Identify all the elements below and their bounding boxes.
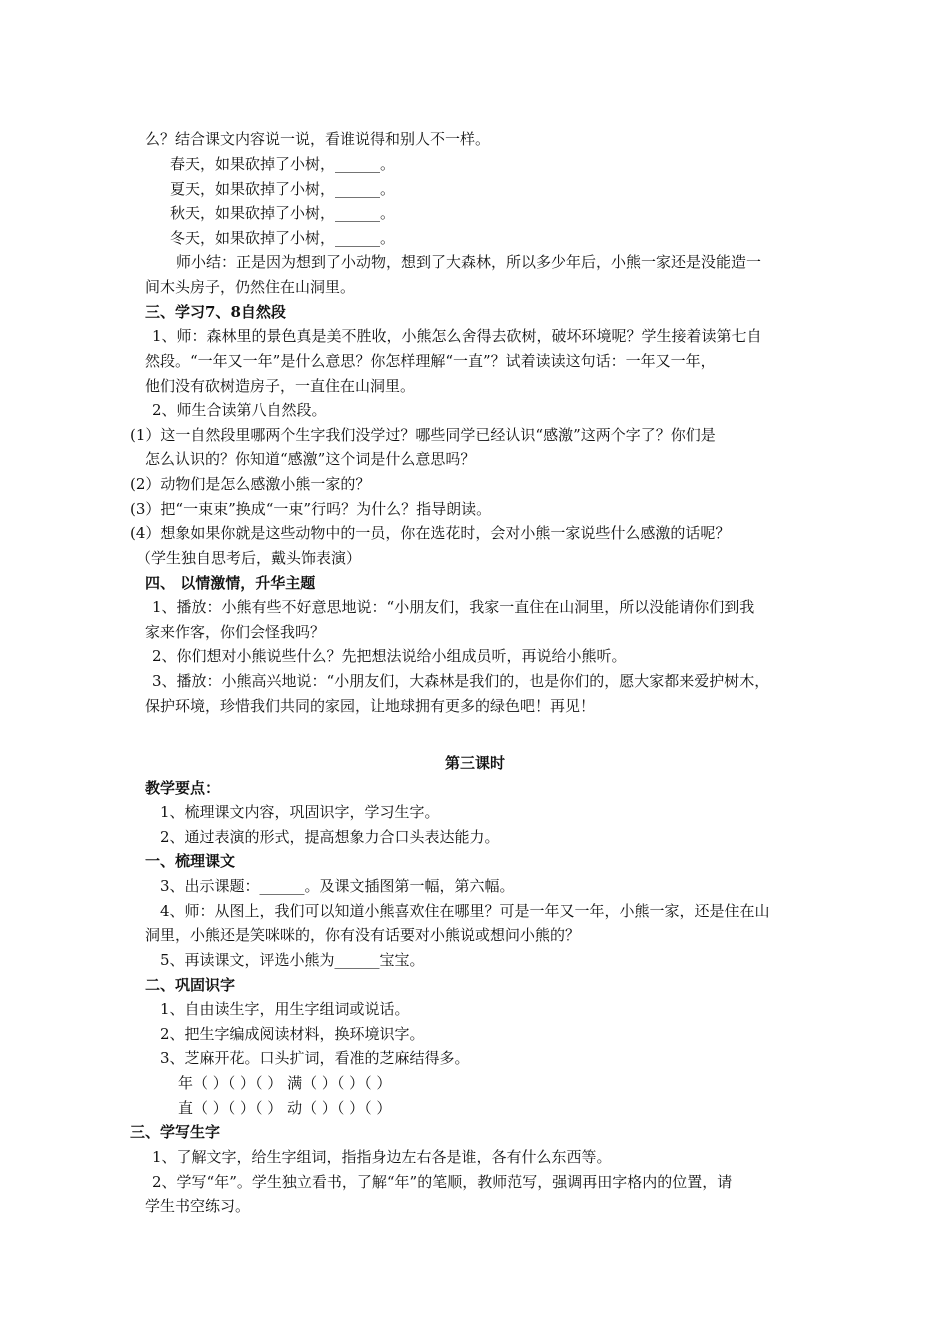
text-line: 家来作客，你们会怪我吗？ — [145, 623, 326, 641]
section-heading: 三、学习7、8自然段 — [145, 303, 286, 321]
text-line: 4、师：从图上，我们可以知道小熊喜欢住在哪里？可是一年又一年，小熊一家，还是住在山 — [160, 902, 770, 920]
text-line: 2、师生合读第八自然段。 — [152, 401, 327, 419]
text-line: 然段。“一年又一年”是什么意思？你怎样理解“一直”？试着读读这句话：一年又一年， — [145, 352, 716, 370]
text-line: 3、播放：小熊高兴地说：“小朋友们，大森林是我们的，也是你们的，愿大家都来爱护树木， — [152, 672, 770, 690]
text-line: 年（ ）（ ）（ ） 满（ ）（ ）（ ） — [178, 1074, 392, 1092]
text-line: 1、师：森林里的景色真是美不胜收，小熊怎么舍得去砍树，破坏环境呢？学生接着读第七自 — [152, 327, 762, 345]
text-line: 5、再读课文，评选小熊为______宝宝。 — [160, 951, 425, 969]
text-line: (4）想象如果你就是这些动物中的一员，你在选花时，会对小熊一家说些什么感激的话呢？ — [130, 524, 731, 542]
text-line: 1、自由读生字，用生字组词或说话。 — [160, 1000, 410, 1018]
text-line: 2、学写“年”。学生独立看书，了解“年”的笔顺，教师范写，强调再田字格内的位置，请 — [152, 1173, 733, 1191]
text-line: 冬天，如果砍掉了小树，______。 — [170, 229, 396, 247]
text-line: 师小结：正是因为想到了小动物，想到了大森林，所以多少年后，小熊一家还是没能造一 — [176, 253, 762, 271]
text-line: （学生独自思考后，戴头饰表演） — [136, 549, 362, 567]
section-heading: 四、 以情激情，升华主题 — [145, 574, 316, 592]
section-heading: 一、梳理课文 — [145, 852, 236, 870]
text-line: 1、播放：小熊有些不好意思地说：“小朋友们，我家一直住在山洞里，所以没能请你们到我 — [152, 598, 755, 616]
text-line: (1）这一自然段里哪两个生字我们没学过？哪些同学已经认识“感激”这两个字了？你们是 — [130, 426, 716, 444]
text-line: 他们没有砍树造房子，一直住在山洞里。 — [145, 377, 416, 395]
text-line: 3、出示课题：______。及课文插图第一幅，第六幅。 — [160, 877, 515, 895]
text-line: 春天，如果砍掉了小树，______。 — [170, 155, 396, 173]
text-line: 洞里，小熊还是笑咪咪的，你有没有话要对小熊说或想问小熊的？ — [145, 926, 581, 944]
text-line: 3、芝麻开花。口头扩词，看准的芝麻结得多。 — [160, 1049, 470, 1067]
text-line: 夏天，如果砍掉了小树，______。 — [170, 180, 396, 198]
text-line: 2、通过表演的形式，提高想象力合口头表达能力。 — [160, 828, 500, 846]
text-line: 1、了解文字，给生字组词，指指身边左右各是谁，各有什么东西等。 — [152, 1148, 612, 1166]
text-line: 保护环境，珍惜我们共同的家园，让地球拥有更多的绿色吧！再见！ — [145, 697, 596, 715]
text-line: 1、梳理课文内容，巩固识字，学习生字。 — [160, 803, 440, 821]
text-line: (2）动物们是怎么感激小熊一家的？ — [130, 475, 371, 493]
text-line: 么？结合课文内容说一说，看谁说得和别人不一样。 — [145, 130, 491, 148]
section-heading: 三、学写生字 — [130, 1123, 221, 1141]
text-line: 学生书空练习。 — [145, 1197, 251, 1215]
text-line: 间木头房子，仍然住在山洞里。 — [145, 278, 356, 296]
lesson-title: 第三课时 — [444, 754, 505, 772]
section-heading: 教学要点： — [145, 779, 221, 797]
text-line: 直（ ）（ ）（ ） 动（ ）（ ）（ ） — [178, 1099, 392, 1117]
text-line: 2、你们想对小熊说些什么？先把想法说给小组成员听，再说给小熊听。 — [152, 647, 627, 665]
text-line: 2、把生字编成阅读材料，换环境识字。 — [160, 1025, 425, 1043]
text-line: 秋天，如果砍掉了小树，______。 — [170, 204, 396, 222]
text-line: (3）把“一束束”换成“一束”行吗？为什么？指导朗读。 — [130, 500, 492, 518]
section-heading: 二、巩固识字 — [145, 976, 236, 994]
text-line: 怎么认识的？你知道“感激”这个词是什么意思吗？ — [145, 450, 476, 468]
